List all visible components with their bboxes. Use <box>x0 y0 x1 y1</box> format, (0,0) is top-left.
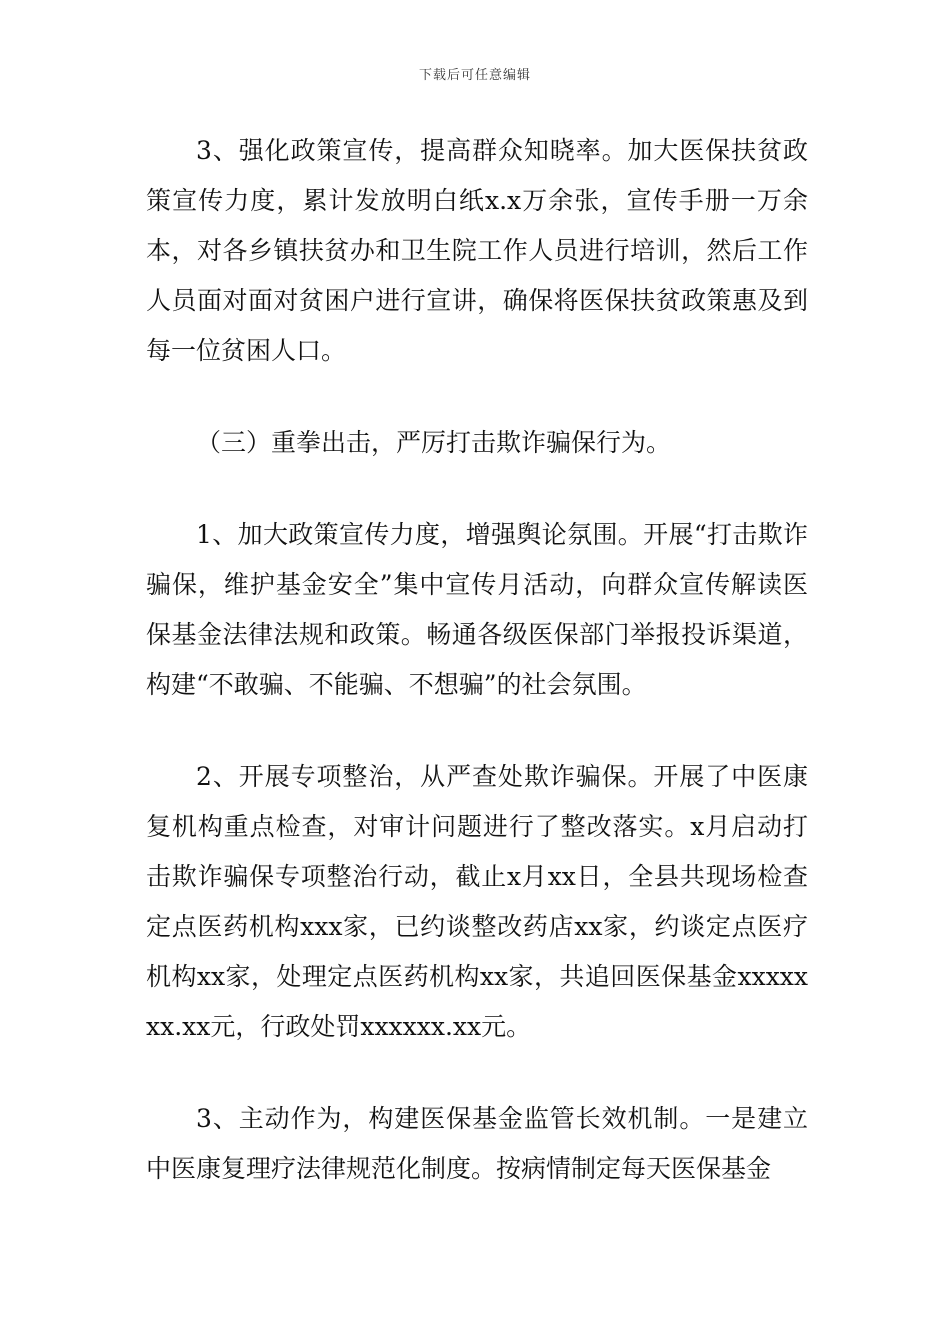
section-heading-fraud-crackdown: （三）重拳出击，严厉打击欺诈骗保行为。 <box>196 428 672 457</box>
paragraph-publicity-atmosphere: 1、加大政策宣传力度，增强舆论氛围。开展“打击欺诈骗保，维护基金安全”集中宣传月活动，向群众宣传解读医保基金法律法规和政策。畅通各级医保部门举报投诉渠道，构建“不敢骗、不能骗、不想骗”的社会氛围。 <box>146 520 808 699</box>
page-header: 下载后可任意编辑 <box>418 68 531 83</box>
paragraph-long-term-mechanism: 3、主动作为，构建医保基金监管长效机制。一是建立中医康复理疗法律规范化制度。按病情制定每天医保基金 <box>146 1104 808 1183</box>
document-body <box>146 126 808 1194</box>
paragraph-special-rectification: 2、开展专项整治，从严查处欺诈骗保。开展了中医康复机构重点检查，对审计问题进行了整改落实。x月启动打击欺诈骗保专项整治行动，截止x月xx日，全县共现场检查定点医药机构xxx家，已约谈整改药店xx家，约谈定点医疗机构xx家，处理定点医药机构xx家，共追回医保基金xxxxxxx.xx元，行政处罚xxxxxx.xx元。 <box>146 762 808 1041</box>
paragraph-policy-publicity: 3、强化政策宣传，提高群众知晓率。加大医保扶贫政策宣传力度，累计发放明白纸x.x万余张，宣传手册一万余本，对各乡镇扶贫办和卫生院工作人员进行培训，然后工作人员面对面对贫困户进行宣讲，确保将医保扶贫政策惠及到每一位贫困人口。 <box>146 136 808 365</box>
